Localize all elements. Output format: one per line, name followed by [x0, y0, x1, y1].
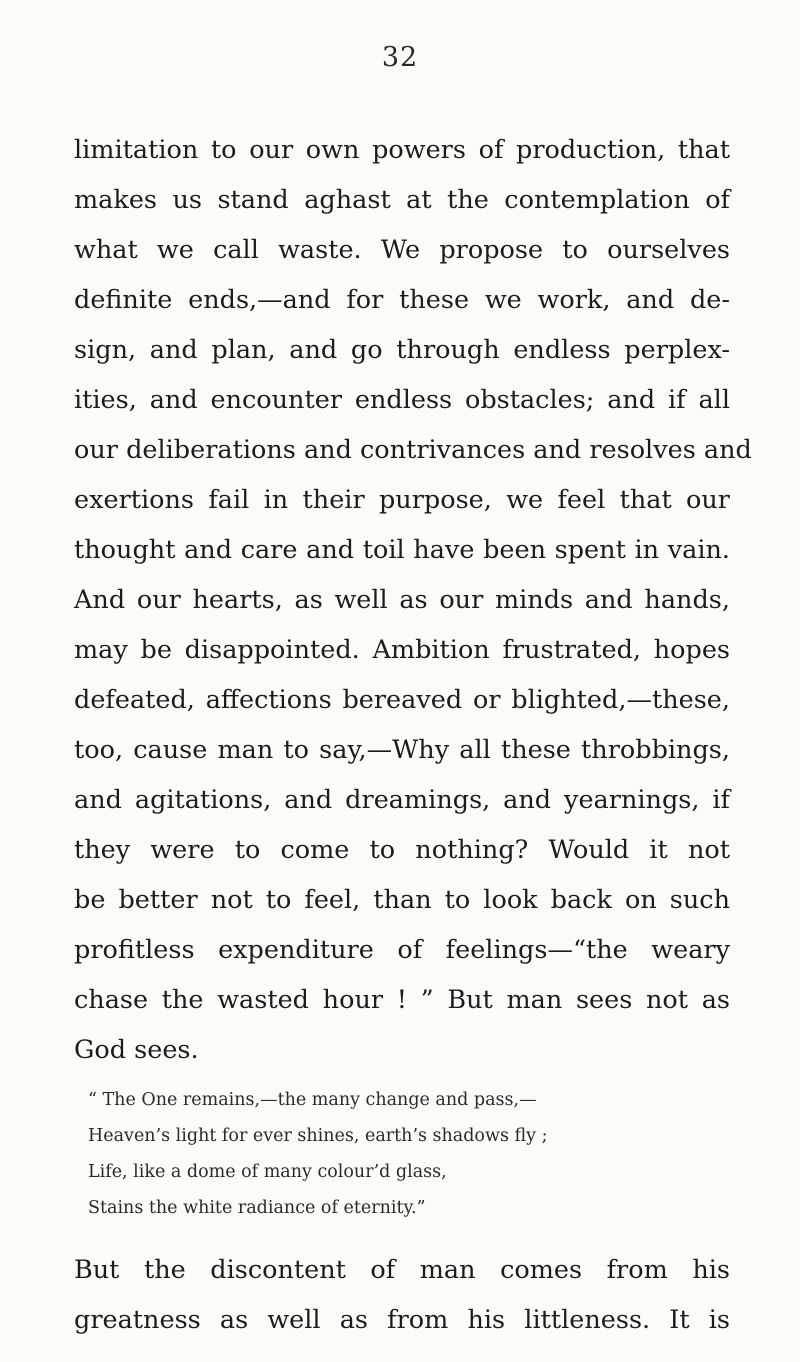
- quote-line: Stains the white radiance of eternity.”: [88, 1198, 426, 1218]
- text-line: But the discontent of man comes from his: [74, 1255, 730, 1285]
- text-line: sign, and plan, and go through endless perplex-: [74, 335, 730, 365]
- text-line: limitation to our own powers of production, that: [74, 135, 730, 165]
- quote-line: Heaven’s light for ever shines, earth’s shadows fly ;: [88, 1126, 548, 1146]
- text-line: too, cause man to say,—Why all these throbbings,: [74, 735, 730, 765]
- text-line: what we call waste. We propose to ourselves: [74, 235, 730, 265]
- text-line: defeated, affections bereaved or blighted,—these,: [74, 685, 730, 715]
- text-line: thought and care and toil have been spent in vain.: [74, 535, 730, 565]
- text-line: God sees.: [74, 1035, 199, 1065]
- text-line: profitless expenditure of feelings—“the weary: [74, 935, 730, 965]
- text-line: may be disappointed. Ambition frustrated, hopes: [74, 635, 730, 665]
- text-line: definite ends,—and for these we work, and de-: [74, 285, 730, 315]
- text-line: makes us stand aghast at the contemplation of: [74, 185, 730, 215]
- text-line: be better not to feel, than to look back on such: [74, 885, 730, 915]
- text-line: they were to come to nothing? Would it not: [74, 835, 730, 865]
- page-number: 32: [381, 42, 419, 73]
- text-line: greatness as well as from his littleness. It is: [74, 1305, 730, 1335]
- text-line: ities, and encounter endless obstacles; and if all: [74, 385, 730, 415]
- quote-line: “ The One remains,—the many change and pass,—: [88, 1090, 537, 1110]
- text-line: and agitations, and dreamings, and yearnings, if: [74, 785, 730, 815]
- text-line: our deliberations and contrivances and resolves and: [74, 435, 752, 465]
- quote-line: Life, like a dome of many colour’d glass,: [88, 1162, 447, 1182]
- text-line: And our hearts, as well as our minds and hands,: [74, 585, 730, 615]
- text-line: chase the wasted hour ! ” But man sees not as: [74, 985, 730, 1015]
- text-line: exertions fail in their purpose, we feel that our: [74, 485, 730, 515]
